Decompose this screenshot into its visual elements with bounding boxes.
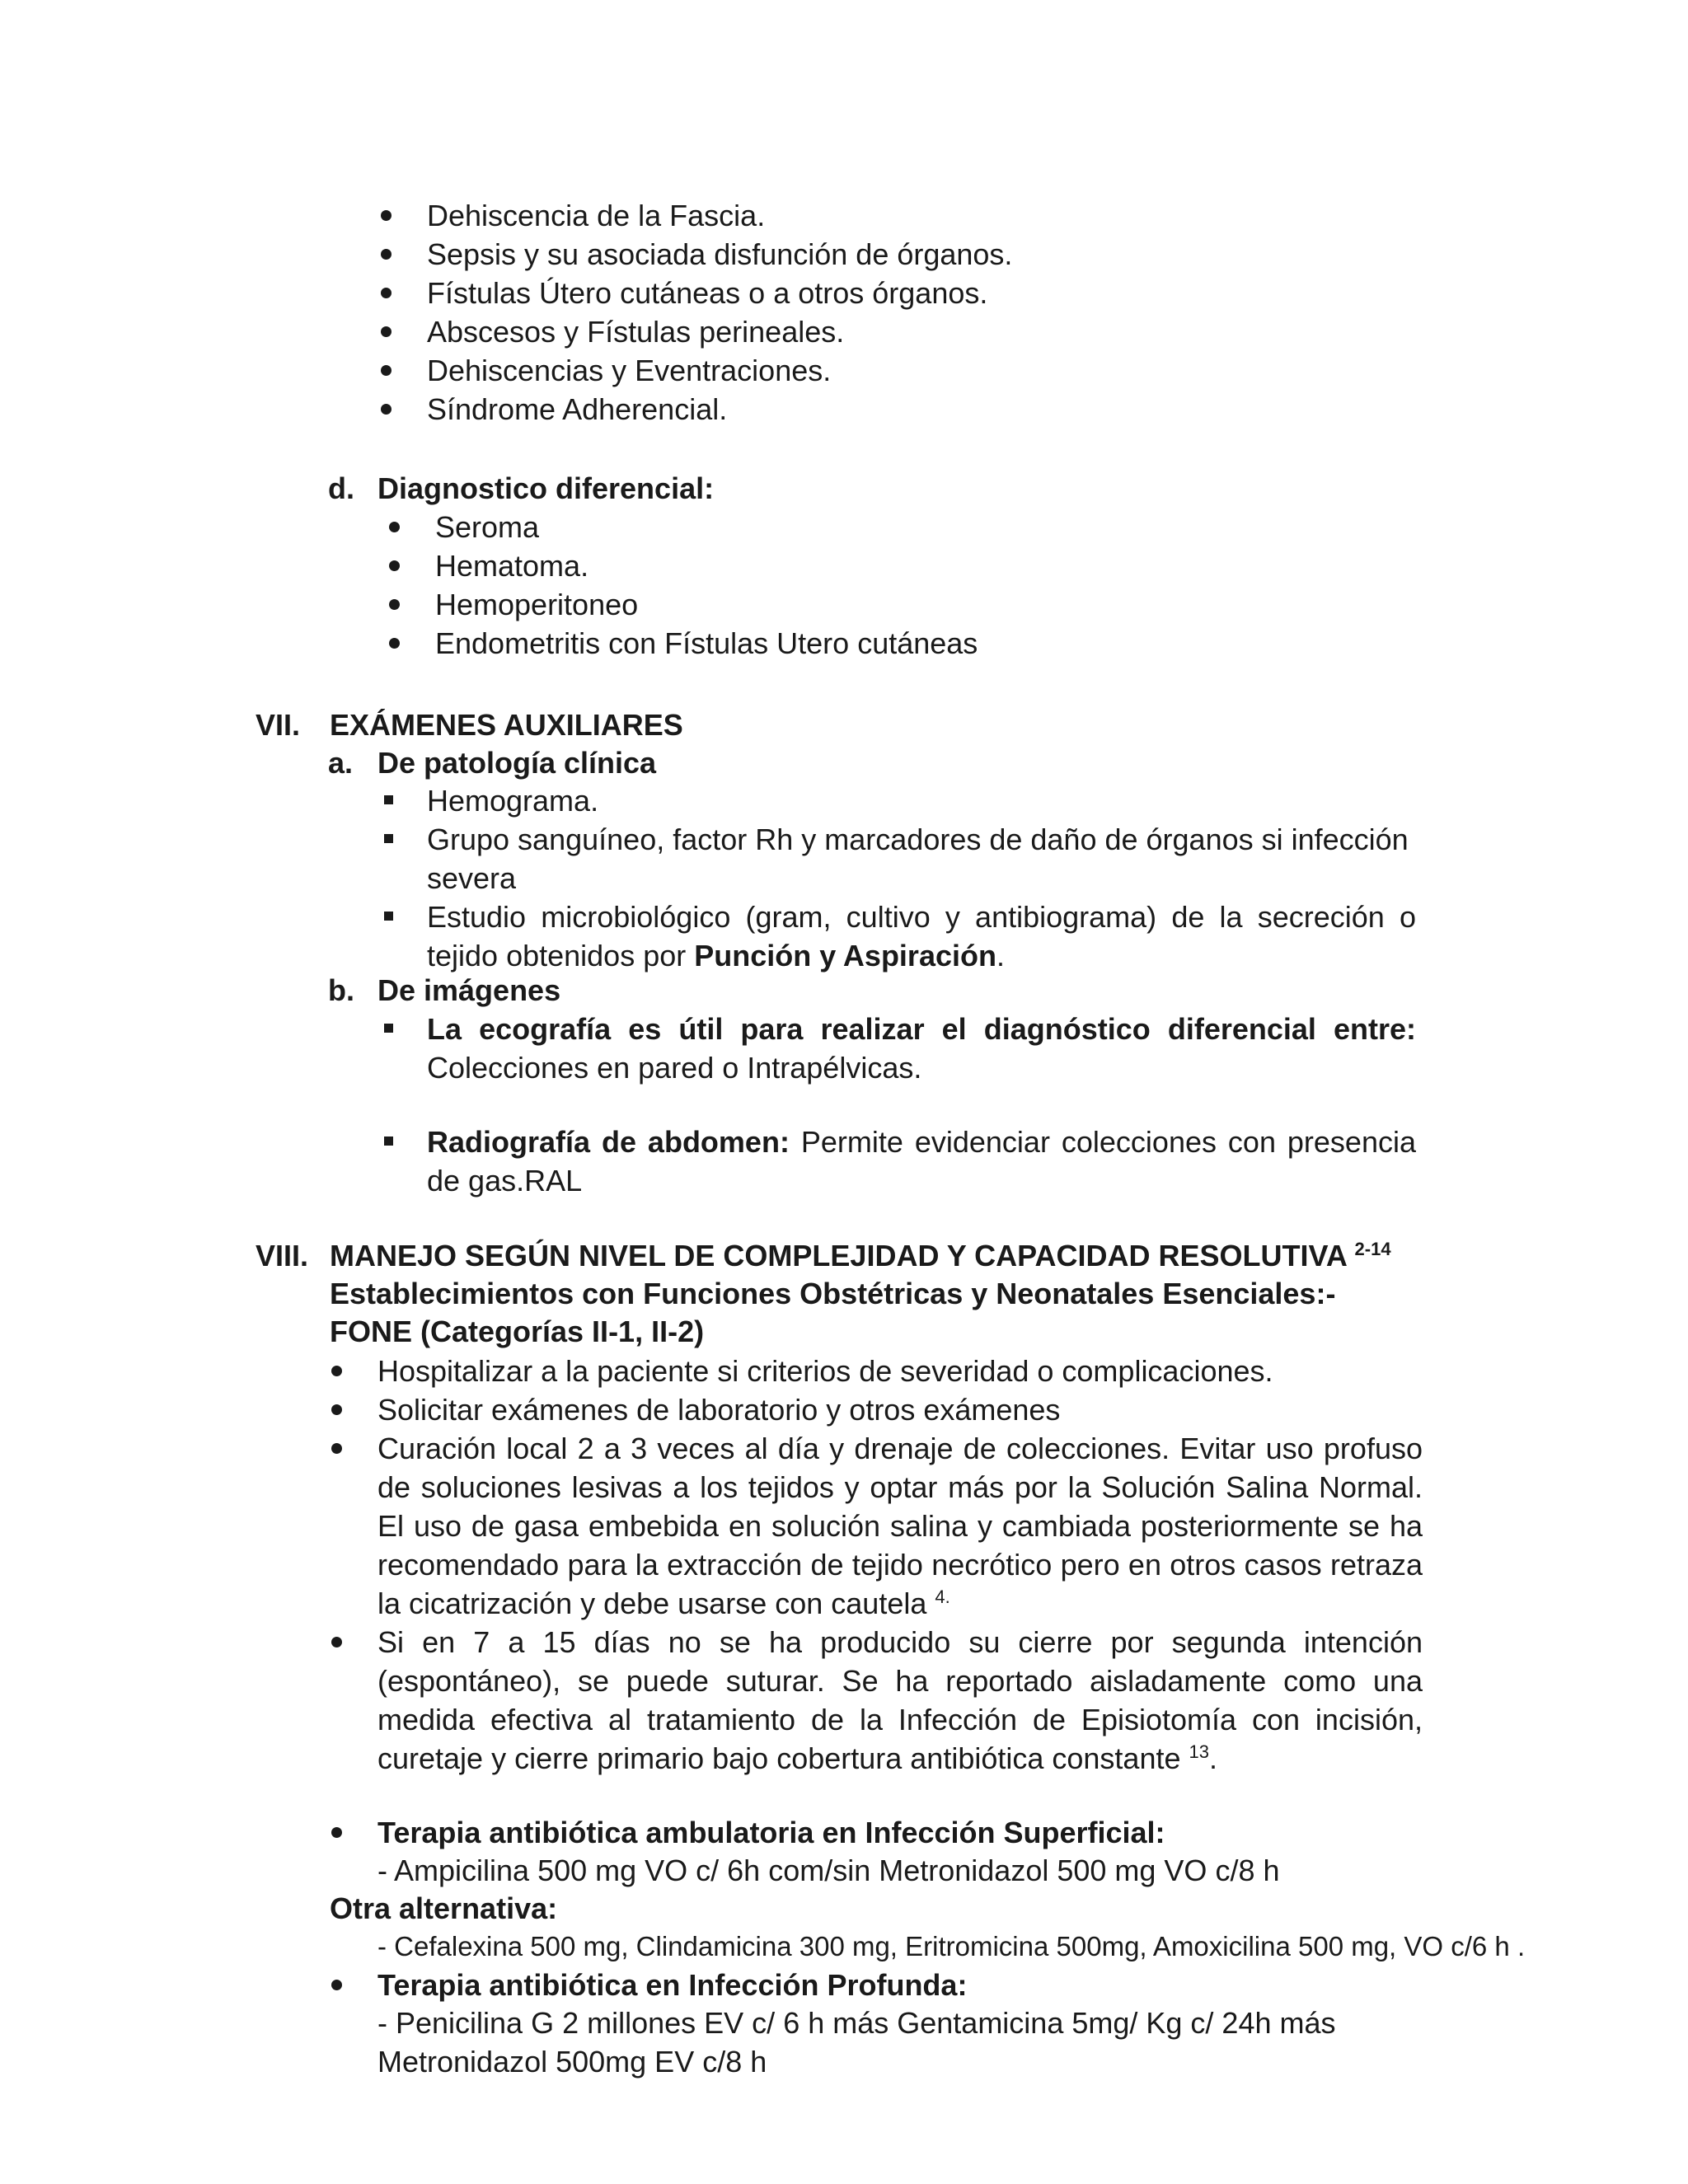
- list-item: Fístulas Útero cutáneas o a otros órganos.: [427, 274, 1416, 312]
- section-title-text: MANEJO SEGÚN NIVEL DE COMPLEJIDAD Y CAPACIDAD RESOLUTIVA: [330, 1239, 1347, 1272]
- list-item: Terapia antibiótica ambulatoria en Infección Superficial:: [377, 1813, 1423, 1852]
- lab-list: [427, 781, 1416, 975]
- list-item: Dehiscencia de la Fascia.: [427, 196, 1416, 235]
- citation: 2-14: [1354, 1239, 1391, 1259]
- diag-title: Diagnostico diferencial:: [377, 471, 715, 505]
- section-title: EXÁMENES AUXILIARES: [330, 708, 683, 742]
- antibiotic-list: [377, 1813, 1423, 1852]
- list-item: Grupo sanguíneo, factor Rh y marcadores de daño de órganos si infección severa: [427, 820, 1416, 898]
- imaging-list-2: [427, 1122, 1416, 1200]
- list-item: [427, 1122, 1416, 1200]
- list-item: Dehiscencias y Eventraciones.: [427, 351, 1416, 390]
- complications-list: [427, 196, 1416, 429]
- list-item: Solicitar exámenes de laboratorio y otros exámenes: [377, 1390, 1423, 1429]
- list-item: [427, 898, 1416, 975]
- antibiotic-list-2: [377, 1966, 1423, 2004]
- item-bold: La ecografía es útil para realizar el diagnóstico diferencial entre:: [427, 1012, 1416, 1046]
- section-subtitle: FONE (Categorías II-1, II-2): [330, 1315, 705, 1348]
- alt-line: - Cefalexina 500 mg, Clindamicina 300 mg, Eritromicina 500mg, Amoxicilina 500 mg, VO c/6 h .: [377, 1931, 1526, 1961]
- list-item: Hematoma.: [435, 546, 1424, 585]
- list-item: Seroma: [435, 508, 1424, 546]
- list-item: Endometritis con Fístulas Utero cutáneas: [435, 624, 1424, 663]
- ambulatory-line: - Ampicilina 500 mg VO c/ 6h com/sin Metronidazol 500 mg VO c/8 h: [377, 1854, 1280, 1887]
- list-item: [377, 1429, 1423, 1623]
- item-text: Curación local 2 a 3 veces al día y drenaje de colecciones. Evitar uso profuso de soluciones lesivas a los tejidos y optar más por la Solución Salina Normal. El uso de gasa embebida en solución salina y cambiada posteriormente se ha recomendado para la extracción de tejido necrótico pero en otros casos retraza la cicatrización y debe usarse con cautela: [377, 1432, 1423, 1620]
- subsection-title: De imágenes: [377, 973, 561, 1007]
- alt-title: Otra alternativa:: [330, 1891, 558, 1925]
- imaging-list: [427, 1010, 1416, 1087]
- list-item: Síndrome Adherencial.: [427, 390, 1416, 429]
- citation: 4.: [935, 1586, 950, 1607]
- deep-line: - Penicilina G 2 millones EV c/ 6 h más Gentamicina 5mg/ Kg c/ 24h más Metronidazol 500mg EV c/8 h: [377, 2006, 1336, 2079]
- item-bold: Radiografía de abdomen:: [427, 1125, 790, 1159]
- section-number: VII.: [256, 708, 301, 742]
- diag-list: [435, 508, 1424, 663]
- item-text: Permite evidenciar colecciones con presencia de gas.RAL: [427, 1125, 1416, 1197]
- item-text: Si en 7 a 15 días no se ha producido su cierre por segunda intención (espontáneo), se puede suturar. Se ha reportado aisladamente como una medida efectiva al tratamiento de la Infección de Episiotomía con incisión, curetaje y cierre primario bajo cobertura antibiótica constante: [377, 1625, 1423, 1775]
- list-item: Sepsis y su asociada disfunción de órganos.: [427, 235, 1416, 274]
- item-text: Colecciones en pared o Intrapélvicas.: [427, 1051, 922, 1085]
- diag-letter: d.: [328, 471, 354, 505]
- list-item: Hemograma.: [427, 781, 1416, 820]
- subsection-letter: a.: [328, 746, 354, 780]
- list-item: Hospitalizar a la paciente si criterios de severidad o complicaciones.: [377, 1352, 1423, 1390]
- item-end: .: [1209, 1741, 1218, 1775]
- section-subtitle: Establecimientos con Funciones Obstétricas y Neonatales Esenciales:-: [330, 1277, 1336, 1310]
- section-title: [330, 1236, 1426, 1275]
- section-number: VIII.: [256, 1239, 309, 1272]
- list-item: Hemoperitoneo: [435, 585, 1424, 624]
- management-list: [377, 1352, 1423, 1778]
- citation: 13: [1189, 1741, 1209, 1762]
- subsection-letter: b.: [328, 973, 354, 1007]
- subsection-title: De patología clínica: [377, 746, 657, 780]
- item-text: Estudio microbiológico (gram, cultivo y antibiograma) de la secreción o tejido obtenidos por: [427, 900, 1416, 972]
- list-item: [377, 1623, 1423, 1778]
- list-item: Abscesos y Fístulas perineales.: [427, 312, 1416, 351]
- list-item: [427, 1010, 1416, 1087]
- item-bold: Punción y Aspiración: [694, 939, 996, 972]
- item-end: .: [996, 939, 1005, 972]
- list-item: Terapia antibiótica en Infección Profunda:: [377, 1966, 1423, 2004]
